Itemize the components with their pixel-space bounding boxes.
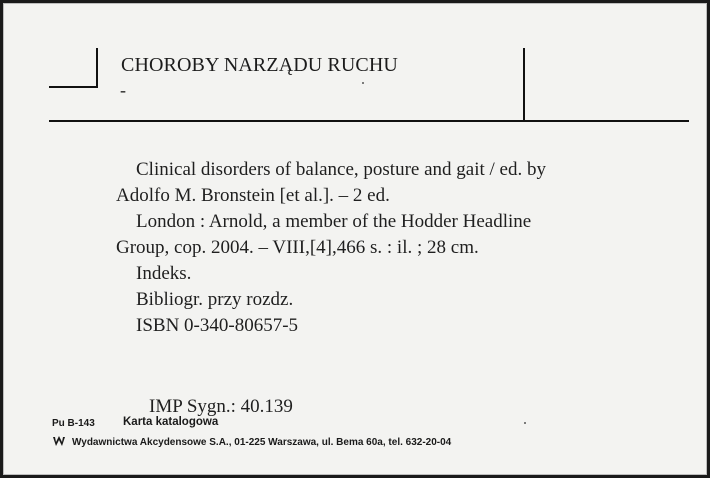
dust-speck [362,82,364,84]
publisher-line: Wydawnictwa Akcydensowe S.A., 01-225 Warszawa, ul. Bema 60a, tel. 632-20-04 [72,437,452,448]
main-horizontal-rule [49,120,689,122]
description-line: Group, cop. 2004. – VIII,[4],466 s. : il. ; 28 cm. [116,237,479,258]
catalog-card [3,3,707,475]
description-line: Clinical disorders of balance, posture and gait / ed. by [136,159,546,180]
description-line: Adolfo M. Bronstein [et al.]. – 2 ed. [116,185,390,206]
left-bracket-vertical-rule [96,48,98,88]
subject-heading: CHOROBY NARZĄDU RUCHU [121,54,398,76]
form-title: Karta katalogowa [123,416,219,428]
isbn-line: ISBN 0-340-80657-5 [136,315,299,336]
right-vertical-rule [523,48,525,122]
call-number: IMP Sygn.: 40.139 [149,396,293,417]
publisher-logo-icon [52,435,66,448]
description-line: London : Arnold, a member of the Hodder Headline [136,211,532,232]
left-bracket-horizontal-rule [49,86,98,88]
subject-dash: - [120,80,126,100]
dust-speck [524,422,526,424]
bibliography-note: Bibliogr. przy rozdz. [136,289,294,310]
form-code: Pu B-143 [52,418,95,429]
index-note: Indeks. [136,263,192,284]
